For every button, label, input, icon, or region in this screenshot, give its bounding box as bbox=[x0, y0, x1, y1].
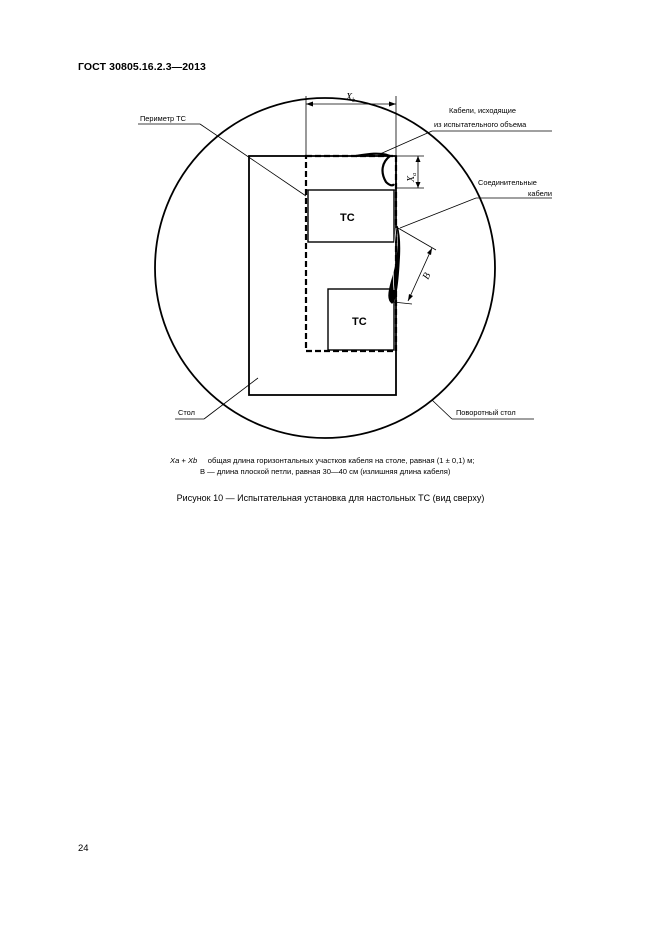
legend-symbols: Xa + Xb bbox=[170, 456, 198, 465]
cables-exiting-label-1: Кабели, исходящие bbox=[449, 106, 516, 115]
document-header: ГОСТ 30805.16.2.3—2013 bbox=[78, 61, 206, 73]
turntable-circle bbox=[155, 98, 495, 438]
cables-exiting-label-2: из испытательного объема bbox=[434, 120, 527, 129]
exiting-cable bbox=[356, 154, 394, 186]
table-label: Стол bbox=[178, 408, 195, 417]
eut-perimeter-label: Периметр ТС bbox=[140, 114, 187, 123]
b-dimension-label: B bbox=[420, 271, 434, 282]
eut-bottom-label: ТС bbox=[352, 316, 367, 328]
xa-dimension-label: $X_a$ bbox=[406, 172, 418, 182]
connecting-cables-label-2: кабели bbox=[528, 189, 552, 198]
turntable-label: Поворотный стол bbox=[456, 408, 516, 417]
page-number: 24 bbox=[78, 843, 89, 854]
legend-line-1 bbox=[170, 456, 474, 465]
xb-dimension-label: $X_b$ bbox=[346, 92, 356, 104]
legend-line-2: B — длина плоской петли, равная 30—40 см (излишняя длина кабеля) bbox=[200, 467, 451, 476]
figure-caption: Рисунок 10 — Испытательная установка для настольных ТС (вид сверху) bbox=[176, 493, 485, 503]
eut-top-label: ТС bbox=[340, 212, 355, 224]
legend-line-1-text: общая длина горизонтальных участков кабеля на столе, равная (1 ± 0,1) м; bbox=[207, 456, 475, 465]
connecting-cables-label-1: Соединительные bbox=[478, 178, 537, 187]
